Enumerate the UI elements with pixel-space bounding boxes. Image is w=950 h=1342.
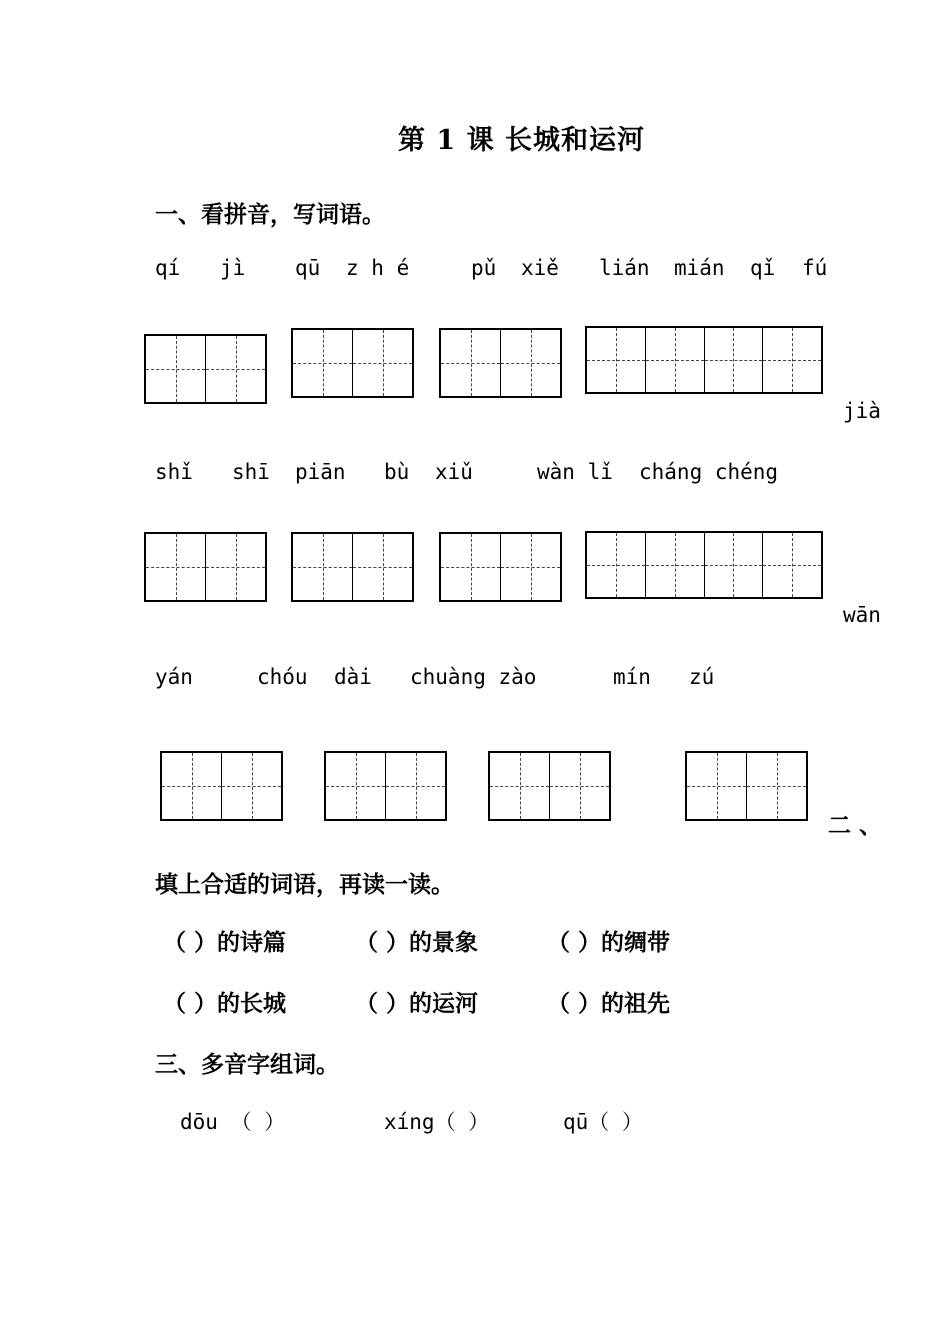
writing-box[interactable] — [585, 531, 823, 599]
page-title: 第 1 课 长城和运河 — [398, 125, 645, 156]
pinyin: wān — [843, 603, 881, 627]
pinyin: bù — [384, 460, 410, 484]
writing-box[interactable] — [291, 532, 414, 602]
pinyin: chóu — [257, 665, 308, 689]
pinyin: shǐ — [155, 460, 193, 484]
polyphone-item[interactable]: xíng（ ） — [384, 1110, 490, 1134]
pinyin: fú — [802, 256, 828, 280]
polyphone-item[interactable]: qū（ ） — [563, 1110, 643, 1134]
pinyin: mín — [613, 665, 651, 689]
pinyin: dài — [334, 665, 372, 689]
pinyin: wàn lǐ — [537, 460, 613, 484]
writing-box[interactable] — [324, 751, 447, 821]
fill-blank-item[interactable]: （ ）的景象 — [355, 929, 479, 956]
pinyin: qǐ — [750, 256, 776, 280]
writing-box[interactable] — [439, 532, 562, 602]
pinyin: xiǔ — [435, 460, 473, 484]
writing-box[interactable] — [160, 751, 283, 821]
pinyin: mián — [674, 256, 725, 280]
fill-blank-item[interactable]: （ ）的祖先 — [547, 990, 671, 1017]
writing-box[interactable] — [144, 334, 267, 404]
writing-box[interactable] — [585, 326, 823, 394]
polyphone-item[interactable]: dōu （ ） — [180, 1110, 286, 1134]
pinyin: yán — [155, 665, 193, 689]
pinyin: pǔ — [471, 256, 497, 280]
pinyin: chuàng zào — [410, 665, 537, 689]
pinyin: xiě — [521, 256, 559, 280]
section-3-heading: 三、多音字组词。 — [155, 1051, 339, 1078]
pinyin: jià — [843, 399, 881, 423]
writing-box[interactable] — [488, 751, 611, 821]
pinyin: zú — [689, 665, 715, 689]
fill-blank-item[interactable]: （ ）的绸带 — [547, 929, 671, 956]
pinyin: cháng chéng — [639, 460, 779, 484]
pinyin: lián — [599, 256, 650, 280]
pinyin: piān — [295, 460, 346, 484]
section-2-heading: 填上合适的词语，再读一读。 — [155, 871, 454, 898]
pinyin: shī — [232, 460, 270, 484]
pinyin: z h é — [346, 256, 410, 280]
writing-box[interactable] — [144, 532, 267, 602]
writing-box[interactable] — [685, 751, 808, 821]
pinyin: qū — [295, 256, 321, 280]
fill-blank-item[interactable]: （ ）的诗篇 — [163, 929, 287, 956]
writing-box[interactable] — [291, 328, 414, 398]
pinyin: jì — [220, 256, 246, 280]
fill-blank-item[interactable]: （ ）的运河 — [355, 990, 479, 1017]
writing-box[interactable] — [439, 328, 562, 398]
section-2-number: 二 、 — [828, 812, 883, 839]
pinyin: qí — [155, 256, 181, 280]
fill-blank-item[interactable]: （ ）的长城 — [163, 990, 287, 1017]
section-1-heading: 一、看拼音，写词语。 — [155, 201, 385, 228]
